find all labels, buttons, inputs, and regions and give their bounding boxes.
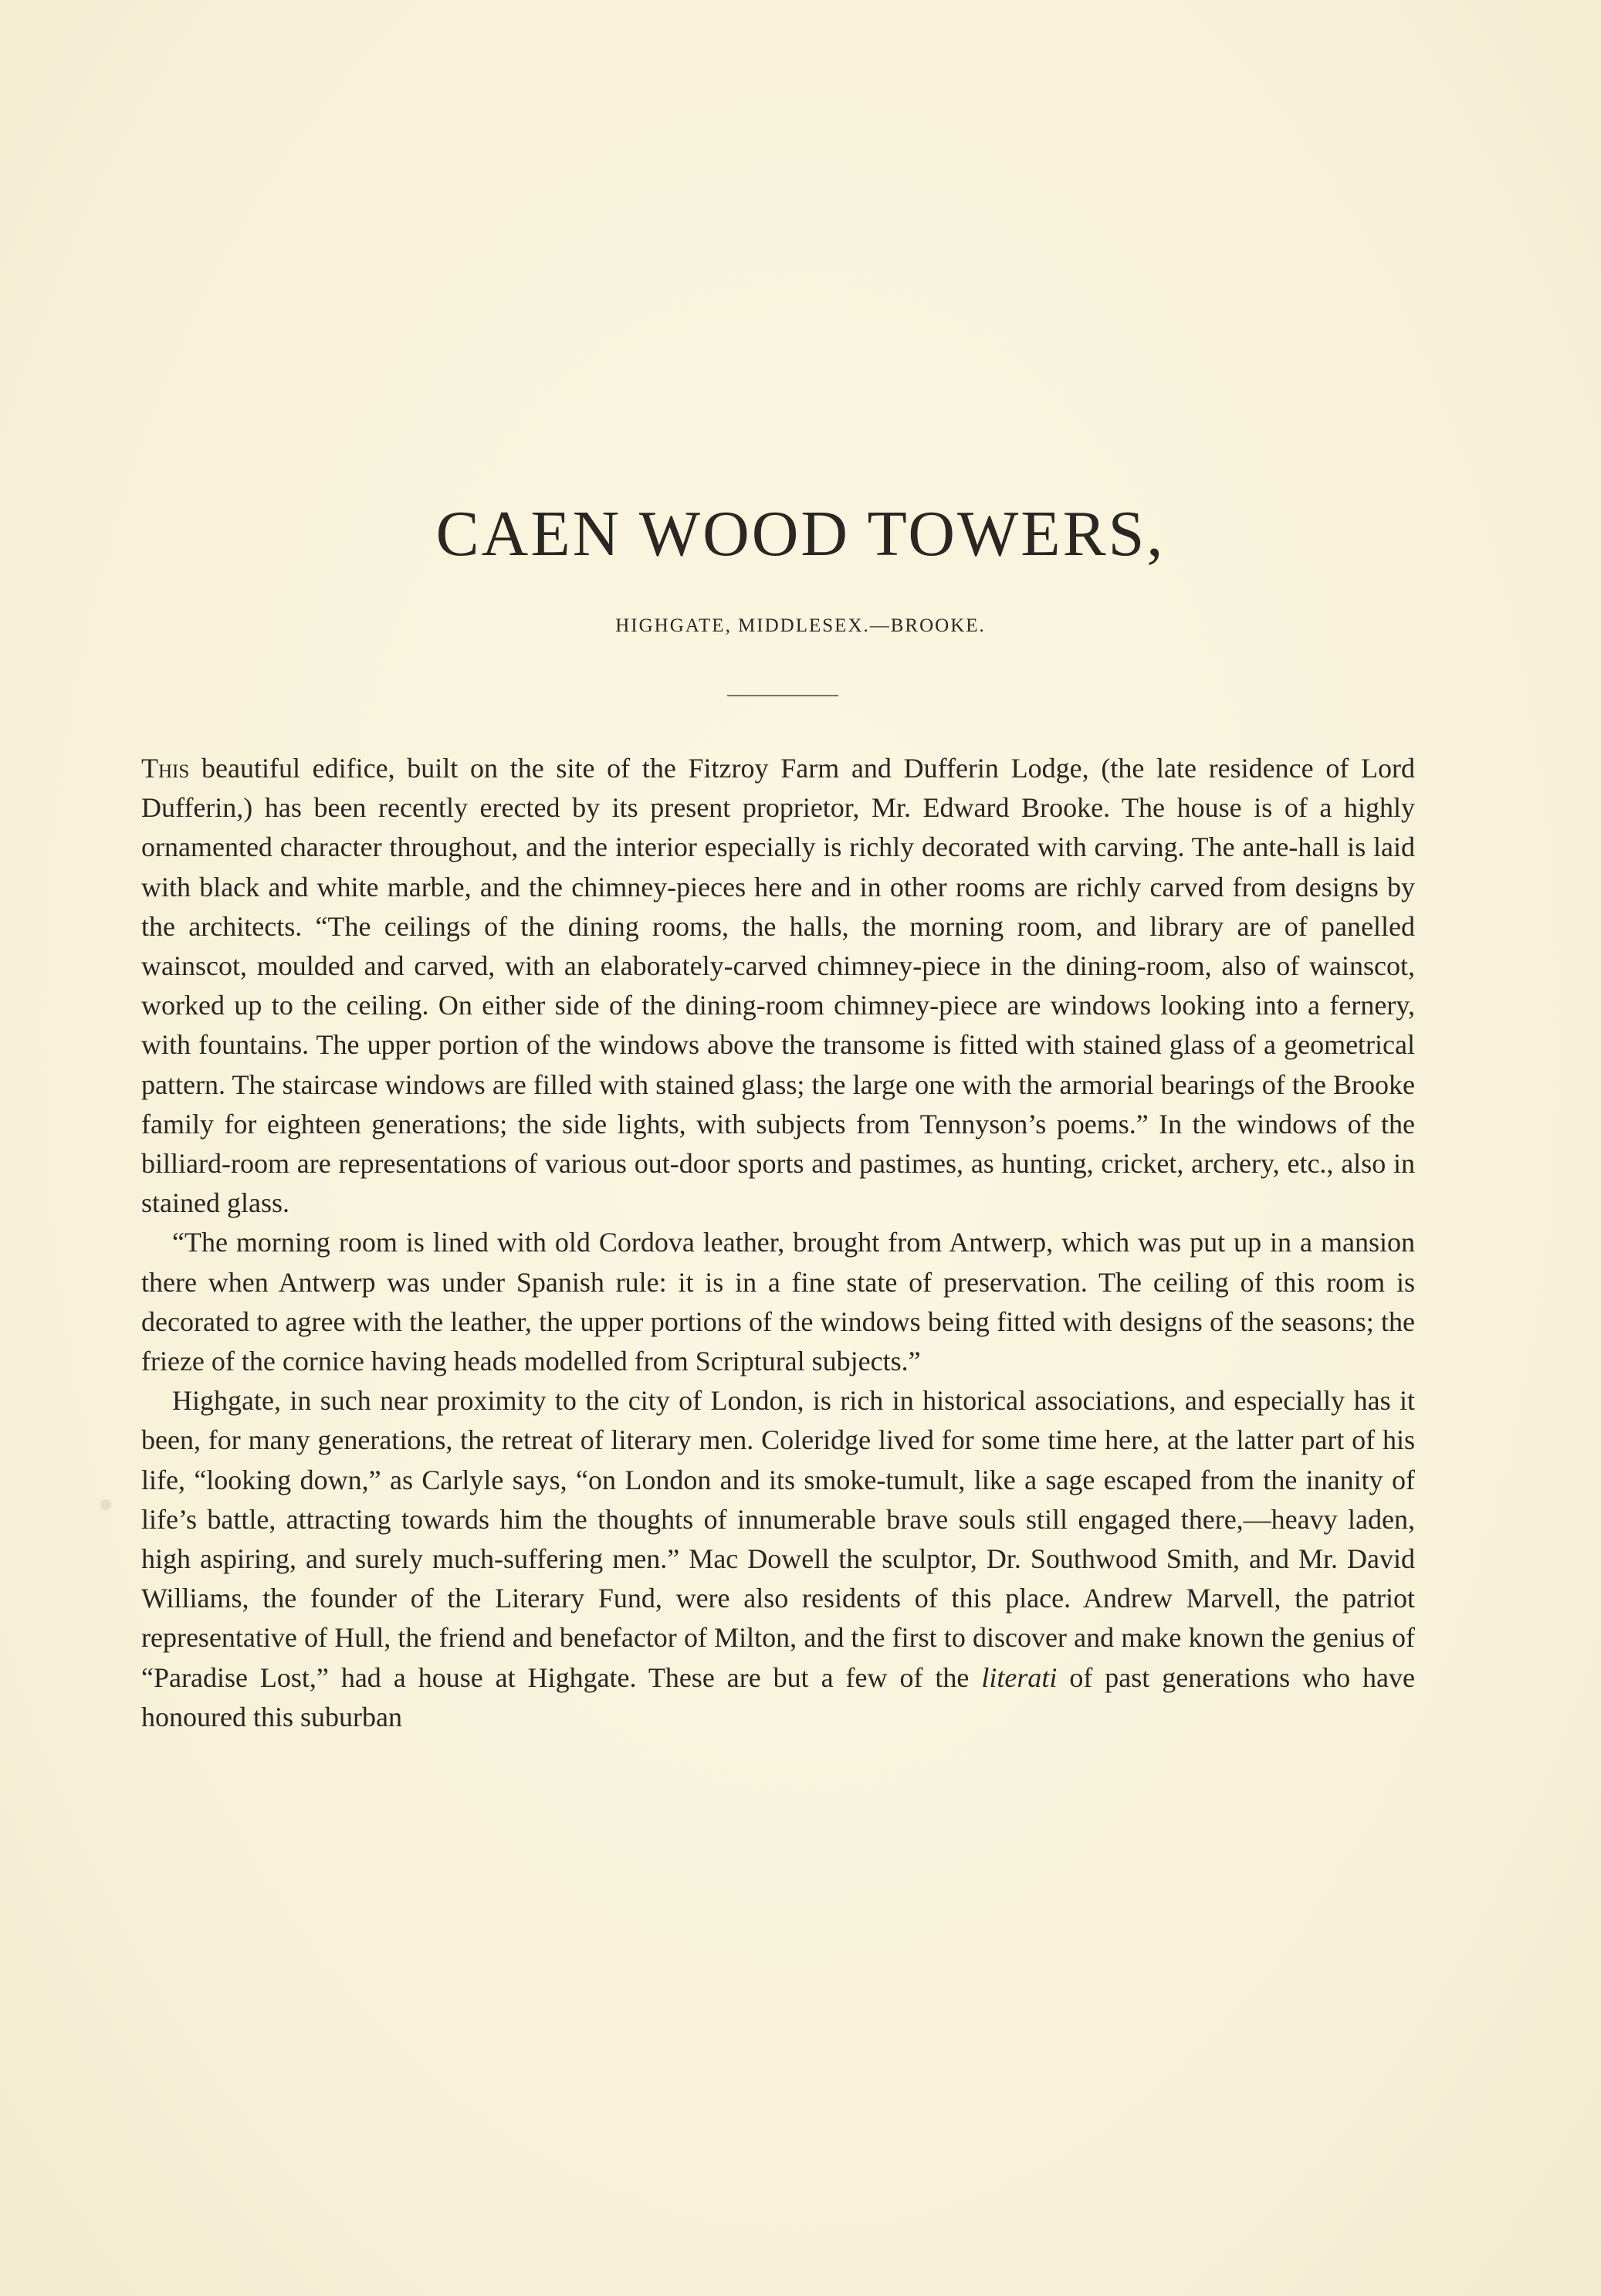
body-text xyxy=(141,749,1415,1737)
paper-speck xyxy=(100,1499,111,1510)
page-title: CAEN WOOD TOWERS, xyxy=(435,498,1166,570)
paragraph-1-text: beautiful edifice, built on the site of the Fitzroy Farm and Dufferin Lodge, (the late residence of Lord Dufferin,) has been recently erected by its present proprietor, Mr. Edward Brooke. The house is of a highly ornamented character throughout, and the interior especially is richly decorated with carving. The ante-hall is laid with black and white marble, and the chimney-pieces here and in other rooms are richly carved from designs by the architects. “The ceilings of the dining rooms, the halls, the morning room, and library are of panelled wainscot, moulded and carved, with an elaborately-carved chimney-piece in the dining-room, also of wainscot, worked up to the ceiling. On either side of the dining-room chimney-piece are windows looking into a fernery, with fountains. The upper portion of the windows above the transome is fitted with stained glass of a geometrical pattern. The staircase windows are filled with stained glass; the large one with the armorial bearings of the Brooke family for eighteen generations; the side lights, with subjects from Tennyson’s poems.” In the windows of the billiard-room are representations of various out-door sports and pastimes, as hunting, cricket, archery, etc., also in stained glass. xyxy=(141,753,1415,1219)
paragraph-3-text-end: of past generations who have honoured this suburban xyxy=(141,1661,1416,1732)
paragraph-3-text-start: Highgate, in such near proximity to the city of London, is rich in historical associations, and especially has it been, for many generations, the retreat of literary men. Coleridge lived for some time here, at the latter part of his life, “looking down,” as Carlyle says, “on London and its smoke-tumult, like a sage escaped from the inanity of life’s battle, attracting towards him the thoughts of innumerable brave souls still engaged there,—heavy laden, high aspiring, and surely much-suffering men.” Mac Dowell the sculptor, Dr. Southwood Smith, and Mr. David Williams, the founder of the Literary Fund, were also residents of this place. Andrew Marvell, the patriot representative of Hull, the friend and benefactor of Milton, and the first to discover and make known the genius of “Paradise Lost,” had a house at Highgate. These are but a few of the xyxy=(141,1385,1415,1693)
page-subtitle: HIGHGATE, MIDDLESEX.—BROOKE. xyxy=(615,615,986,636)
paragraph-1-lead: This xyxy=(141,753,190,784)
paragraph-3 xyxy=(141,1381,1415,1737)
paragraph-1 xyxy=(141,749,1415,1223)
paragraph-3-italic: literati xyxy=(981,1661,1058,1693)
title-divider xyxy=(727,695,838,696)
paragraph-2: “The morning room is lined with old Cordova leather, brought from Antwerp, which was put up in a mansion there when Antwerp was under Spanish rule: it is in a fine state of preservation. The ceiling of this room is decorated to agree with the leather, the upper portions of the windows being fitted with designs of the seasons; the frieze of the cornice having heads modelled from Scriptural subjects.” xyxy=(141,1227,1415,1377)
